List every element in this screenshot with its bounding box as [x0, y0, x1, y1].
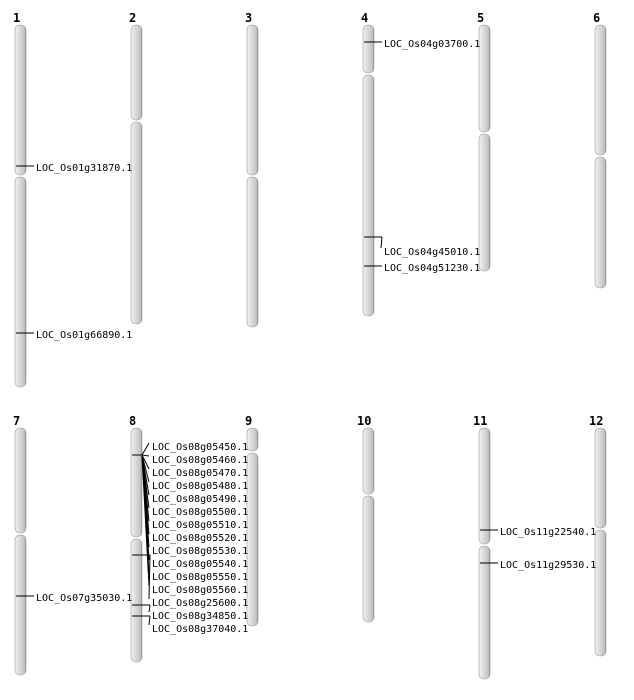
- chromosome-6: [593, 11, 606, 288]
- gene-label: LOC_Os08g05460.1: [152, 455, 249, 466]
- chromosome-arm-q: [479, 134, 490, 271]
- chromosome-arm-q: [363, 496, 374, 622]
- gene-label: LOC_Os08g05480.1: [152, 481, 249, 492]
- chromosome-arm-p: [131, 428, 142, 537]
- chromosome-10: [357, 414, 374, 622]
- chromosome-label: 3: [245, 11, 253, 25]
- chromosome-arm-q: [15, 535, 26, 675]
- chromosome-label: 5: [477, 11, 485, 25]
- chromosome-arm-q: [595, 530, 606, 656]
- gene-label: LOC_Os08g25600.1: [152, 598, 249, 609]
- chromosome-label: 6: [593, 11, 601, 25]
- gene-label: LOC_Os08g05450.1: [152, 442, 249, 453]
- chromosome-arm-p: [595, 25, 606, 155]
- gene-leader-line: [149, 555, 150, 599]
- gene-leader-line: [142, 443, 149, 455]
- gene-marker: [364, 263, 480, 274]
- gene-leader-line: [149, 605, 150, 612]
- gene-label: LOC_Os08g05490.1: [152, 494, 249, 505]
- chromosome-arm-p: [595, 428, 606, 528]
- gene-marker: [364, 39, 480, 50]
- gene-label: LOC_Os08g37040.1: [152, 624, 249, 635]
- gene-marker: [480, 560, 596, 571]
- chromosome-5: [477, 11, 490, 271]
- chromosome-label: 8: [129, 414, 137, 428]
- chromosome-arm-q: [247, 177, 258, 327]
- chromosome-arm-q: [131, 539, 142, 662]
- gene-marker: [16, 330, 132, 341]
- chromosome-arm-p: [15, 25, 26, 175]
- chromosome-8: [129, 414, 142, 662]
- chromosome-3: [245, 11, 258, 327]
- chromosome-label: 7: [13, 414, 21, 428]
- gene-leader-line: [381, 237, 382, 248]
- chromosome-label: 4: [361, 11, 369, 25]
- gene-label: LOC_Os11g22540.1: [500, 527, 597, 538]
- gene-marker: [16, 163, 132, 174]
- chromosome-arm-p: [479, 25, 490, 132]
- chromosome-arm-p: [131, 25, 142, 120]
- gene-label: LOC_Os07g35030.1: [36, 593, 133, 604]
- chromosome-11: [473, 414, 490, 679]
- gene-label: LOC_Os08g05560.1: [152, 585, 249, 596]
- chromosome-arm-p: [15, 428, 26, 533]
- chromosome-arm-q: [363, 75, 374, 316]
- chromosome-arm-q: [131, 122, 142, 324]
- chromosome-arm-q: [595, 157, 606, 288]
- gene-label: LOC_Os08g05510.1: [152, 520, 249, 531]
- chromosome-arm-p: [247, 428, 258, 451]
- gene-label: LOC_Os04g51230.1: [384, 263, 481, 274]
- chromosome-label: 12: [589, 414, 604, 428]
- gene-label: LOC_Os04g45010.1: [384, 247, 481, 258]
- chromosome-4: [361, 11, 374, 316]
- gene-marker: [364, 237, 480, 258]
- chromosome-arm-p: [247, 25, 258, 175]
- gene-label: LOC_Os08g05520.1: [152, 533, 249, 544]
- chromosome-arm-q: [479, 546, 490, 679]
- chromosome-arm-p: [363, 25, 374, 73]
- gene-label: LOC_Os08g05540.1: [152, 559, 249, 570]
- chromosome-arm-p: [363, 428, 374, 494]
- genes-layer: [16, 39, 596, 635]
- gene-label: LOC_Os08g05530.1: [152, 546, 249, 557]
- chromosome-7: [13, 414, 26, 675]
- gene-leader-line: [149, 616, 150, 625]
- gene-marker: [132, 442, 248, 455]
- gene-label: LOC_Os01g66890.1: [36, 330, 133, 341]
- chromosome-arm-q: [15, 177, 26, 387]
- chromosome-1: [13, 11, 26, 387]
- gene-label: LOC_Os01g31870.1: [36, 163, 133, 174]
- gene-label: LOC_Os08g34850.1: [152, 611, 249, 622]
- chromosome-label: 10: [357, 414, 372, 428]
- gene-marker: [16, 593, 132, 604]
- chromosome-label: 9: [245, 414, 253, 428]
- chromosome-label: 11: [473, 414, 488, 428]
- gene-marker: [132, 455, 248, 466]
- gene-marker: [480, 527, 596, 538]
- chromosome-arm-p: [479, 428, 490, 544]
- chromosomes-layer: [13, 11, 606, 679]
- gene-label: LOC_Os04g03700.1: [384, 39, 481, 50]
- gene-label: LOC_Os08g05470.1: [152, 468, 249, 479]
- gene-label: LOC_Os11g29530.1: [500, 560, 597, 571]
- gene-label: LOC_Os08g05550.1: [152, 572, 249, 583]
- chromosome-label: 2: [129, 11, 137, 25]
- gene-label: LOC_Os08g05500.1: [152, 507, 249, 518]
- chromosome-arm-q: [247, 453, 258, 626]
- gene-marker: [132, 455, 248, 531]
- chromosome-label: 1: [13, 11, 21, 25]
- gene-leader-line: [142, 455, 149, 456]
